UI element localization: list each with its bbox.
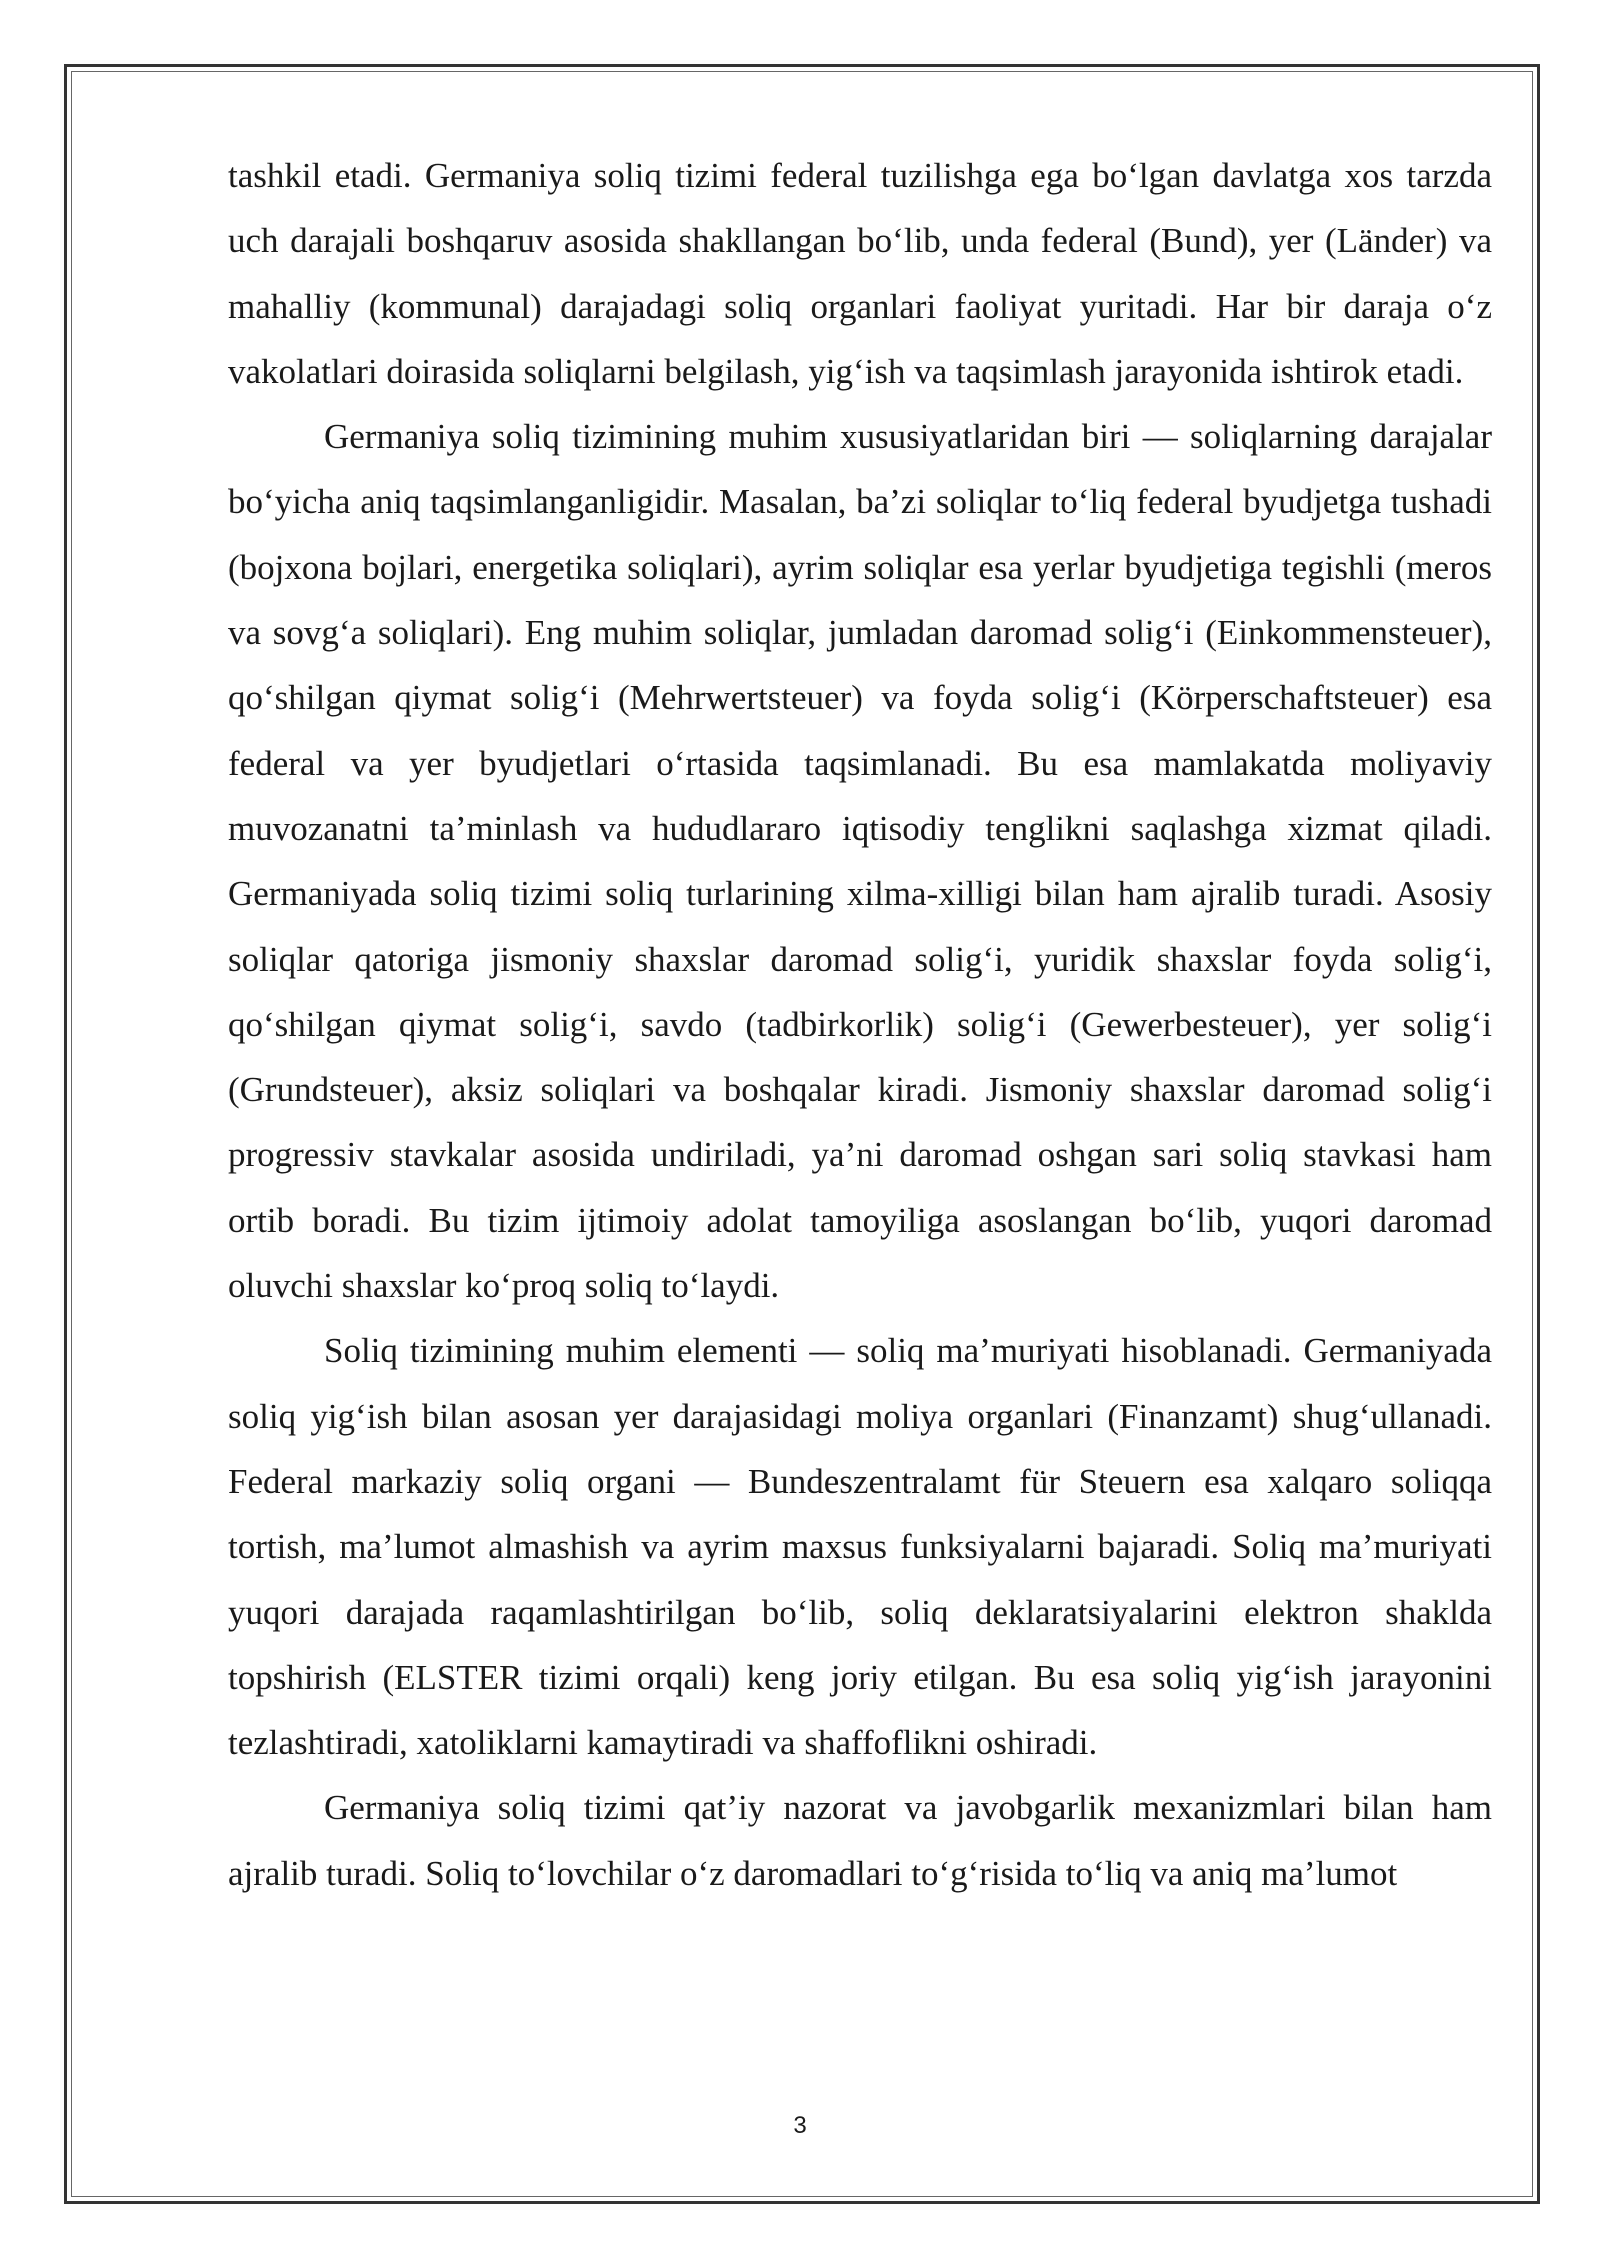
paragraph-3: Soliq tizimining muhim elementi — soliq ma’muriyati hisoblanadi. Germaniyada soliq yig‘ish bilan asosan yer darajasidagi moliya organlari (Finanzamt) shug‘ullanadi. Federal markaziy soliq organi — Bundeszentralamt für Steuern esa xalqaro soliqqa tortish, ma’lumot almashish va ayrim maxsus funksiyalarni bajaradi. Soliq ma’muriyati yuqori darajada raqamlashtirilgan bo‘lib, soliq deklaratsiyalarini elektron shaklda topshirish (ELSTER tizimi orqali) keng joriy etilgan. Bu esa soliq yig‘ish jarayonini tezlashtiradi, xatoliklarni kamaytiradi va shaffoflikni oshiradi.: [228, 1331, 1492, 1763]
paragraph-4: Germaniya soliq tizimi qat’iy nazorat va javobgarlik mexanizmlari bilan ham ajralib turadi. Soliq to‘lovchilar o‘z daromadlari to‘g‘risida to‘liq va aniq ma’lumot: [228, 1788, 1492, 1893]
paragraph-2: Germaniya soliq tizimining muhim xususiyatlaridan biri — soliqlarning darajalar bo‘yicha aniq taqsimlanganligidir. Masalan, ba’zi soliqlar to‘liq federal byudjetga tushadi (bojxona bojlari, energetika soliqlari), ayrim soliqlar esa yerlar byudjetiga tegishli (meros va sovg‘a soliqlari). Eng muhim soliqlar, jumladan daromad solig‘i (Einkommensteuer), qo‘shilgan qiymat solig‘i (Mehrwertsteuer) va foyda solig‘i (Körperschaftsteuer) esa federal va yer byudjetlari o‘rtasida taqsimlanadi. Bu esa mamlakatda moliyaviy muvozanatni ta’minlash va hududlararo iqtisodiy tenglikni saqlashga xizmat qiladi. Germaniyada soliq tizimi soliq turlarining xilma-xilligi bilan ham ajralib turadi. Asosiy soliqlar qatoriga jismoniy shaxslar daromad solig‘i, yuridik shaxslar foyda solig‘i, qo‘shilgan qiymat solig‘i, savdo (tadbirkorlik) solig‘i (Gewerbesteuer), yer solig‘i (Grundsteuer), aksiz soliqlari va boshqalar kiradi. Jismoniy shaxslar daromad solig‘i progressiv stavkalar asosida undiriladi, ya’ni daromad oshgan sari soliq stavkasi ham ortib boradi. Bu tizim ijtimoiy adolat tamoyiliga asoslangan bo‘lib, yuqori daromad oluvchi shaxslar ko‘proq soliq to‘laydi.: [228, 417, 1492, 1306]
page-number: 3: [793, 2112, 807, 2139]
document-body: [228, 143, 1492, 1906]
paragraph-1: tashkil etadi. Germaniya soliq tizimi federal tuzilishga ega bo‘lgan davlatga xos tarzda uch darajali boshqaruv asosida shakllangan bo‘lib, unda federal (Bund), yer (Länder) va mahalliy (kommunal) darajadagi soliq organlari faoliyat yuritadi. Har bir daraja o‘z vakolatlari doirasida soliqlarni belgilash, yig‘ish va taqsimlash jarayonida ishtirok etadi.: [228, 156, 1492, 391]
